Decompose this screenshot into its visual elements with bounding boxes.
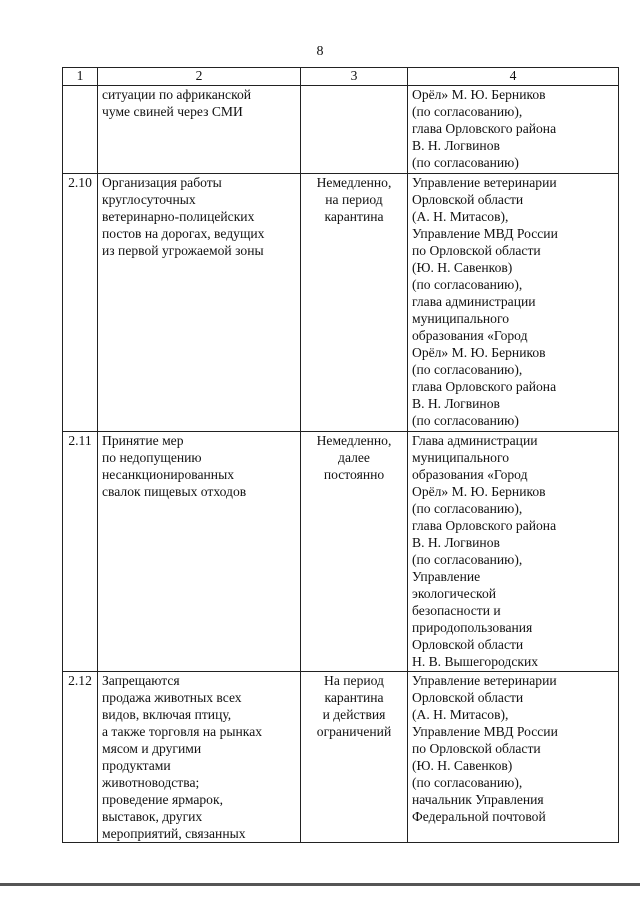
term-cell: На период карантина и действия ограничений <box>301 672 408 843</box>
term-cell: Немедленно, далее постоянно <box>301 432 408 672</box>
responsible-cell: Управление ветеринарии Орловской области (А. Н. Митасов), Управление МВД России по Орловской области (Ю. Н. Савенков) (по согласованию), глава администрации муниципального образования «Город Орёл» М. Ю. Берников (по согласованию), глава Орловского района В. Н. Логвинов (по согласованию) <box>408 174 619 432</box>
responsible-cell: Орёл» М. Ю. Берников (по согласованию), глава Орловского района В. Н. Логвинов (по согласованию) <box>408 86 619 174</box>
measure-cell: Принятие мер по недопущению несанкционированных свалок пищевых отходов <box>98 432 301 672</box>
table-row <box>63 174 619 432</box>
table-row <box>63 672 619 843</box>
table-header-row <box>63 68 619 86</box>
row-number <box>63 86 98 174</box>
table-row <box>63 432 619 672</box>
measure-cell: Организация работы круглосуточных ветеринарно-полицейских постов на дорогах, ведущих из первой угрожаемой зоны <box>98 174 301 432</box>
scan-edge-line <box>0 883 640 886</box>
header-col-1: 1 <box>63 68 98 86</box>
header-col-2: 2 <box>98 68 301 86</box>
measure-cell: ситуации по африканской чуме свиней через СМИ <box>98 86 301 174</box>
term-cell: Немедленно, на период карантина <box>301 174 408 432</box>
table-row <box>63 86 619 174</box>
measures-table <box>62 67 619 843</box>
measure-cell: Запрещаются продажа животных всех видов, включая птицу, а также торговля на рынках мясом и другими продуктами животноводства; проведение ярмарок, выставок, других мероприятий, связанных <box>98 672 301 843</box>
responsible-cell: Управление ветеринарии Орловской области (А. Н. Митасов), Управление МВД России по Орловской области (Ю. Н. Савенков) (по согласованию), начальник Управления Федеральной почтовой <box>408 672 619 843</box>
responsible-cell: Глава администрации муниципального образования «Город Орёл» М. Ю. Берников (по согласованию), глава Орловского района В. Н. Логвинов (по согласованию), Управление экологической безопасности и природопользования Орловской области Н. В. Вышегородских <box>408 432 619 672</box>
row-number: 2.10 <box>63 174 98 432</box>
row-number: 2.11 <box>63 432 98 672</box>
row-number: 2.12 <box>63 672 98 843</box>
page-number: 8 <box>316 44 324 59</box>
header-col-3: 3 <box>301 68 408 86</box>
header-col-4: 4 <box>408 68 619 86</box>
term-cell <box>301 86 408 174</box>
